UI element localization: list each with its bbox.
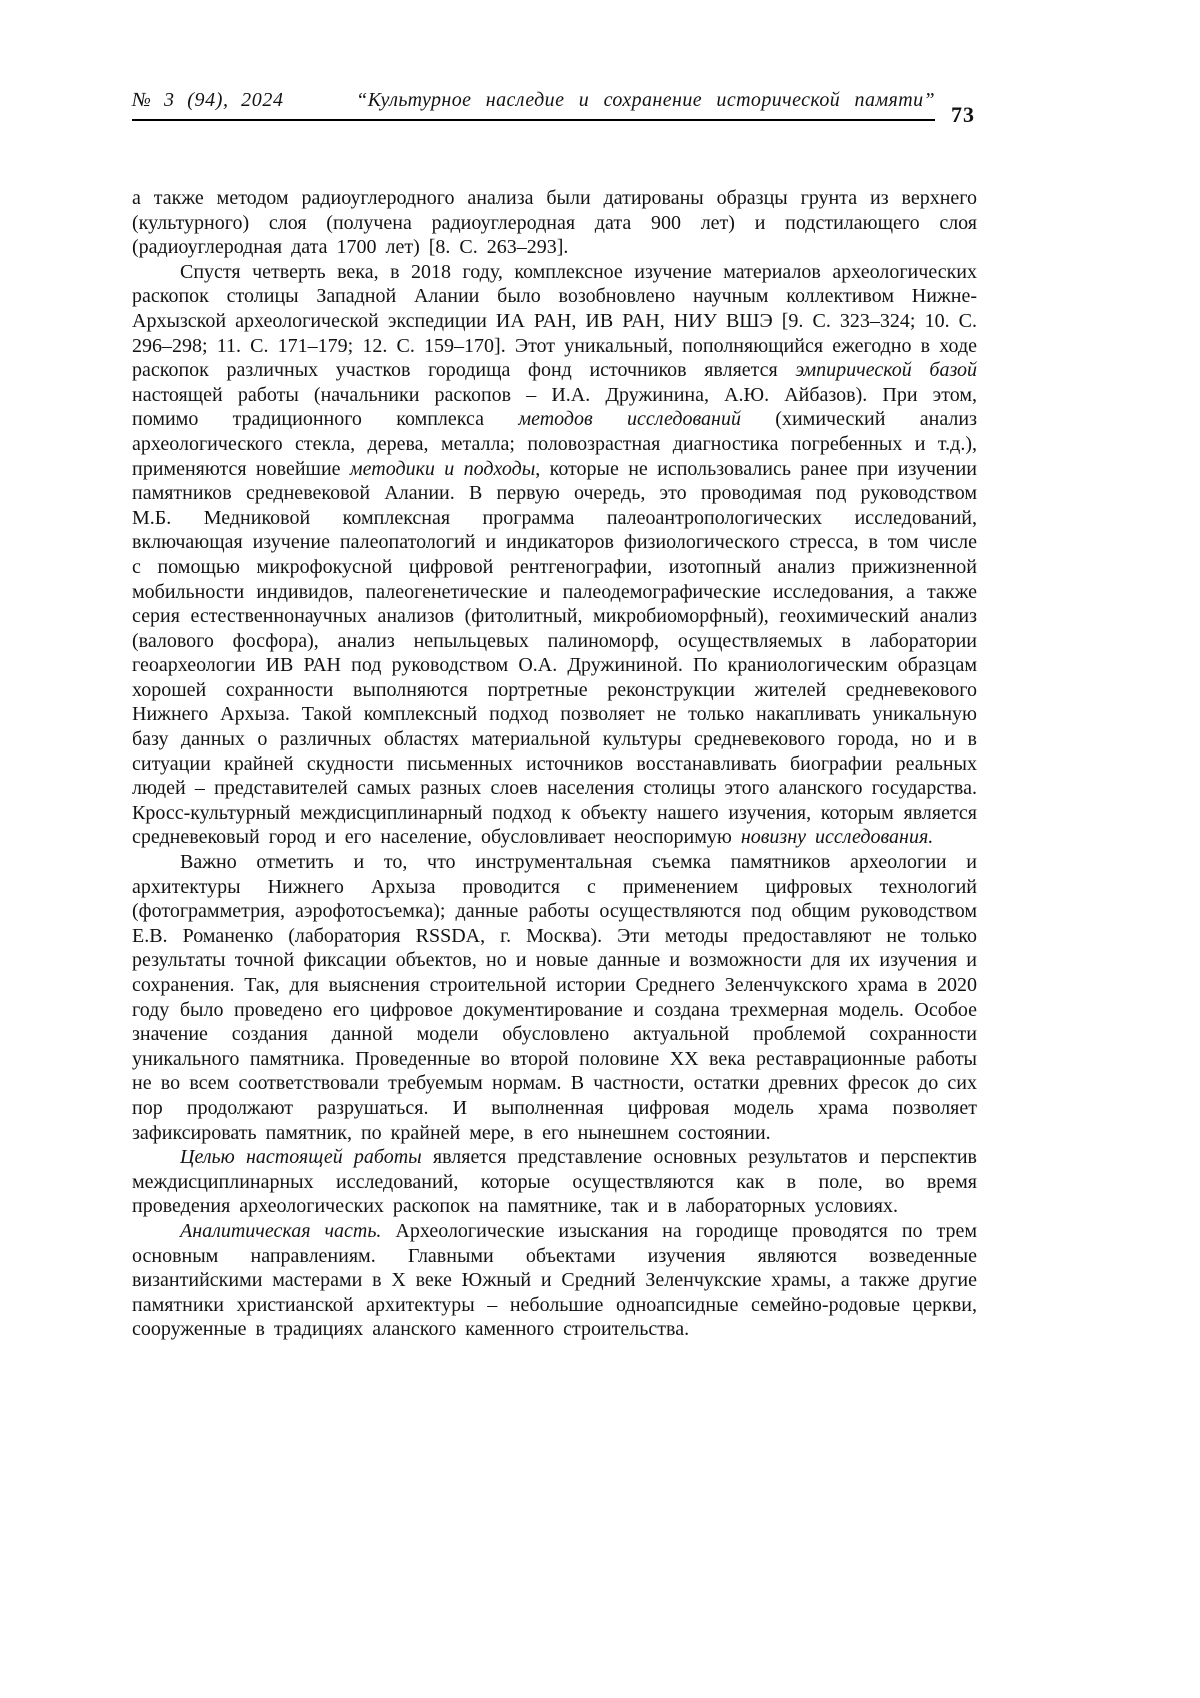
emphasis-run: Аналитическая часть. xyxy=(180,1219,382,1242)
body-paragraph xyxy=(132,260,977,850)
emphasis-run: методики и подходы xyxy=(349,457,536,480)
journal-title: “Культурное наследие и сохранение исторической памяти” xyxy=(356,89,935,111)
text-run: Спустя четверть века, в 2018 году, комплексное изучение материалов археологических раскопок столицы Западной Алании было возобновлено научным коллективом Нижне-Архызской археологической экспедиции ИА РАН, ИВ РАН, НИУ ВШЭ [9. С. 323–324; 10. С. 296–298; 11. С. 171–179; 12. С. 159–170]. Этот уникальный, пополняющийся ежегодно в ходе раскопок различных участков городища фонд источников является xyxy=(132,260,977,382)
emphasis-run: новизну исследования. xyxy=(740,826,934,849)
running-head-text xyxy=(132,88,935,112)
emphasis-run: эмпирической базой xyxy=(795,359,978,382)
body-paragraph xyxy=(132,1219,977,1342)
text-run: настоящей работы (начальники раскопов – И.А. Дружинина, А.Ю. Айбазов). При этом, помимо традиционного комплекса xyxy=(132,383,977,431)
body-paragraph xyxy=(132,1145,977,1219)
article-body xyxy=(132,186,977,1342)
issue-number: № 3 (94), 2024 xyxy=(132,89,284,111)
text-run: (химический анализ археологического стекла, дерева, металла; половозрастная диагностика погребенных и т.д.), применяются новейшие xyxy=(132,408,977,480)
header-rule xyxy=(132,119,935,121)
page-number: 73 xyxy=(951,102,975,127)
text-run: , которые не использовались ранее при изучении памятников средневековой Алании. В первую очередь, это проводимая под руководством М.Б. Медниковой комплексная программа палеоантропологических исследований, включающая изучение палеопатологий и индикаторов физиологического стресса, в том числе с помощью микрофокусной цифровой рентгенографии, изотопный анализ прижизненной мобильности индивидов, палеогенетические и палеодемографические исследования, а также серия естественнонаучных анализов (фитолитный, микробиоморфный), геохимический анализ (валового фосфора), анализ непыльцевых палиноморф, осуществляемых в лаборатории геоархеологии ИВ РАН под руководством О.А. Дружининой. По краниологическим образцам хорошей сохранности выполняются портретные реконструкции жителей средневекового Нижнего Архыза. Такой комплексный подход позволяет не только накапливать уникальную базу данных о различных областях материальной культуры средневекового города, но и в ситуации крайней скудности письменных источников восстанавливать биографии реальных людей – представителей самых разных слоев населения столицы этого аланского государства. Кросс-культурный междисциплинарный подход к объекту нашего изучения, которым является средневековый город и его население, обусловливает неоспоримую xyxy=(132,457,977,849)
emphasis-run: Целью настоящей работы xyxy=(180,1146,422,1169)
emphasis-run: методов исследований xyxy=(518,408,741,431)
body-paragraph xyxy=(132,850,977,1145)
text-run: а также методом радиоуглеродного анализа были датированы образцы грунта из верхнего (культурного) слоя (получена радиоуглеродная дата 900 лет) и подстилающего слоя (радиоуглеродная дата 1700 лет) [8. С. 263–293]. xyxy=(132,187,977,259)
text-run: является представление основных результатов и перспектив междисциплинарных исследований, которые осуществляются как в поле, во время проведения археологических раскопок на памятнике, так и в лабораторных условиях. xyxy=(132,1146,977,1218)
text-run: Археологические изыскания на городище проводятся по трем основным направлениям. Главными объектами изучения являются возведенные византийскими мастерами в X веке Южный и Средний Зеленчукские храмы, а также другие памятники христианской архитектуры – небольшие одноапсидные семейно-родовые церкви, сооруженные в традициях аланского каменного строительства. xyxy=(132,1219,977,1341)
body-paragraph xyxy=(132,186,977,260)
running-head xyxy=(132,88,935,121)
page-header xyxy=(132,88,977,126)
text-run: Важно отметить и то, что инструментальная съемка памятников археологии и архитектуры Нижнего Архыза проводится с применением цифровых технологий (фотограмметрия, аэрофотосъемка); данные работы осуществляются под общим руководством Е.В. Романенко (лаборатория RSSDA, г. Москва). Эти методы предоставляют не только результаты точной фиксации объектов, но и новые данные и возможности для их изучения и сохранения. Так, для выяснения строительной истории Среднего Зеленчукского храма в 2020 году было проведено его цифровое документирование и создана трехмерная модель. Особое значение создания данной модели обусловлено актуальной проблемой сохранности уникального памятника. Проведенные во второй половине XX века реставрационные работы не во всем соответствовали требуемым нормам. В частности, остатки древних фресок до сих пор продолжают разрушаться. И выполненная цифровая модель храма позволяет зафиксировать памятник, по крайней мере, в его нынешнем состоянии. xyxy=(132,851,977,1144)
